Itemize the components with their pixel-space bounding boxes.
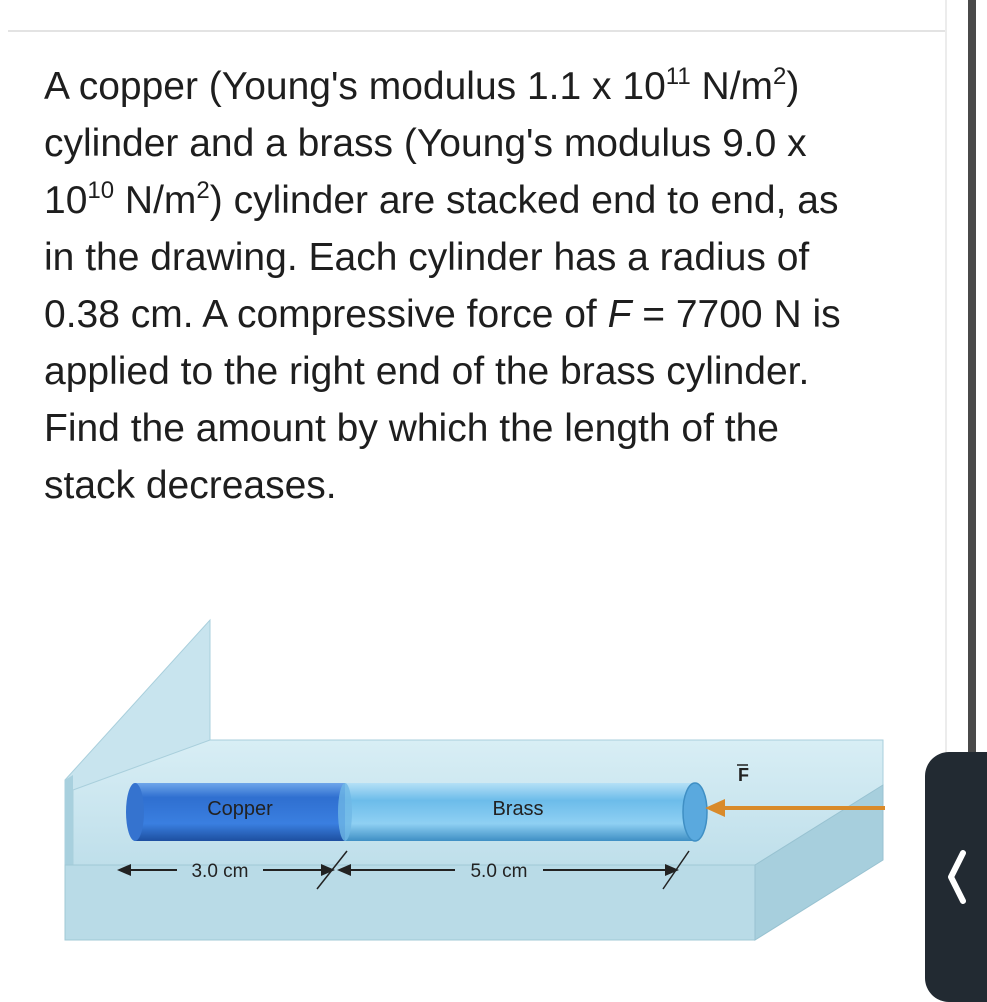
collapse-panel-button[interactable] (925, 752, 987, 1002)
problem-line-8: stack decreases. (44, 464, 337, 507)
chevron-left-icon (945, 847, 969, 907)
copper-length-label: 3.0 cm (191, 861, 249, 882)
wall-front-face (65, 775, 73, 865)
top-divider (8, 30, 946, 32)
copper-label: Copper (207, 798, 273, 820)
problem-line-4: in the drawing. Each cylinder has a radius of (44, 236, 810, 279)
brass-label: Brass (492, 798, 544, 820)
problem-text (44, 58, 904, 514)
problem-line-2: cylinder and a brass (Young's modulus 9.0 x (44, 122, 807, 165)
brass-length-label: 5.0 cm (470, 861, 528, 882)
problem-line-3: $10^{10}$ $N/m^2$) cylinder are stacked end to end, as (44, 177, 839, 222)
problem-line-1: A copper (Young's modulus 1.1 x $10^{11}$ $N/m^2$) (44, 63, 800, 108)
floor-front-edge (65, 865, 755, 940)
force-label: F (738, 765, 749, 785)
problem-line-5: 0.38 cm. A compressive force of F = 7700 N is (44, 293, 841, 336)
problem-line-6: applied to the right end of the brass cylinder. (44, 350, 810, 393)
problem-line-7: Find the amount by which the length of the (44, 407, 779, 450)
cylinder-diagram (55, 615, 895, 945)
